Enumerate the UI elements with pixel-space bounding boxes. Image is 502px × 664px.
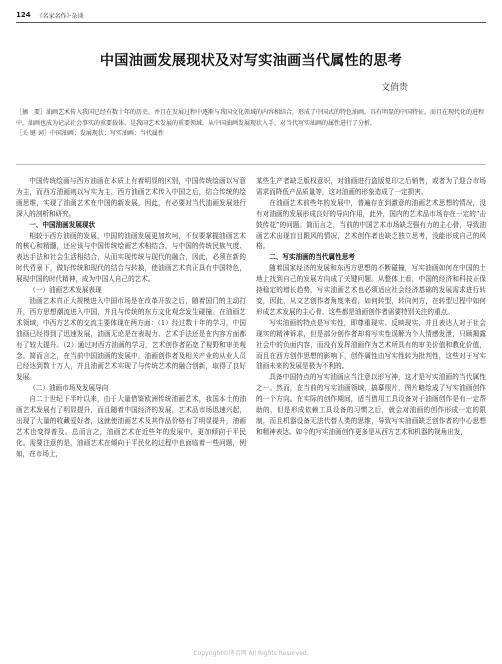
body-paragraph: 相较于西方油画的发展，中国的油画发展更加坎坷，不仅要掌握油画艺术的核心和精髓，还应该与中国传统绘画艺术相结合，与中国的传统民族气度、表达手法和社会生活相结合，从而实现传统与现代的融合，因此，必须在新的时代背景下，做好传统和现代的结合与转换，使油画艺术真正具有中国特色，展现中国的时代精神，成为中国人自己的艺术。 [16,231,246,284]
article-author: 文俏贵 [380,83,408,93]
page-number: 124 [16,11,31,19]
right-column [256,176,486,438]
left-column [16,176,246,460]
header-rule [16,22,486,23]
body-paragraph: 随着国家经济的发展和东西方思想的不断碰撞，写实油画如何在中国的土地上找到自己的发展方向成了关键问题。从整体上看，中国的经济和科技正保持稳定的增长趋势，写实油画艺术也必须适应社会经济基础的发展需求进行转变，因此，从文艺创作者角度来看，如何转型，转向何方，在转型过程中如何形成艺术发展的主心骨，这些都是油画创作者需要特别关注的重点。 [256,264,486,316]
body-paragraph: 写实油画的特点是写实性，即尊重现实、反映现实，并且表达人对于社会现实的精神诉求，但是部分创作者却将写实性误解为个人情感发泄，只顾揭露社会中的负面内容，而没有发挥油画作为艺术所具有的审美价值和教化价值，而且在西方创作思想的影响下，创作属性由写实性转为批判性，这些对于写实油画未来的发展是极为不利的。 [256,318,486,371]
keywords-text: ［关 键 词］中国油画；发展现状；写实油画；当代属性 [16,130,164,138]
body-paragraph: 自二十世纪下半叶以来，由于大量借鉴欧洲传统油画艺术，我国本土的油画艺术发展有了明显提升，而且随着中国经济的发展，艺术品市场迅速兴起，出现了大量的收藏爱好者，这就使油画艺术及其作品价格有了明显提升，油画艺术也变得普及。总而言之，油画艺术在近些年的发展中，更加倾向于平民化。需要注意的是，油画艺术在倾向于平民化的过程中也面临着一些问题，例如，在市场上， [16,395,246,458]
article-title: 中国油画发展现状及对写实油画当代属性的思考 [99,53,403,69]
body-paragraph: 中国传统绘画与西方油画在本质上有着明显的区别，中国传统绘画以写意为主，而西方油画则以写实为主，西方油画艺术传入中国之后，结合传统的绘画思维，实现了油画艺术在中国的新发展，因此，有必要对当代油画发展进行深入的剖析和研究。 [16,177,246,218]
journal-name: 《名家名作》·杂谈 [36,12,84,20]
copyright-watermark: Copyright©博看网 All Rights Reserved. [193,650,309,657]
body-paragraph: 具备中国特点的写实油画应当注意以形写神，这才是写实油画的当代属性之一。然而，在当前的写实油画领域，搞摹照片，图片略绘成了写实油画创作的一个方向。在实际的创作期间，适当借用工具设备对于油画创作是有一定帮助的，但是形成依赖工具设备的习惯之后，就会对油画的创作形成一定的限制，而且机器设备无法代替人类的思维，导致写实油画缺乏创作者的中心思想和精神表达。如今的写实油画创作更多是从西方艺术和机器的视角出发， [256,373,486,436]
body-paragraph: 某些生产者缺乏版权意识，对油画进行盗版复印之后销售，或者为了迎合市场需求而降低产品质量等，这对油画的形象造成了一定损害。 [256,177,486,196]
abstract-block [16,108,486,140]
abstract-text: ［摘 要］油画艺术传入我国已经有数十年的历史，并且在发展过程中逐渐与我国文化领域的内容相结合，形成了中国式的特色油画，具有明显的中国特征，而且在现代化的进程中，油画也成为记录社会事实的重要载体。是我国艺术发展的重要领域。从中国油画发展现状入手，对当代写实油画的属性进行了分析。 [16,109,485,127]
section-heading: 二、写实油画的当代属性思考 [269,253,355,262]
running-header [16,8,84,22]
body-paragraph: 油画艺术真正大规模进入中国市场是在改革开放之后，随着国门的主动打开，西方思想潮流进入中国，并且与传统的东方文化观念发生碰撞。在油画艺术领域，中西方艺术的交流主要体现在两方面：（1）经过数十年的学习，中国油画已经得到了迅速发展，油画无论是在表现力、艺术手法还是在内容方面都有了较大提升。（2）通过对西方油画的学习，艺术创作者拓宽了视野和审美观念。简而言之，在当前中国油画的发展中，油画创作者及相关产业的从业人员已经达到数十万人，并且油画艺术实现了与传统艺术的融合创新，取得了良好发展。 [16,296,246,382]
body-paragraph: 在油画艺术前些年的发展中，普遍存在到激意的油画艺术思想的情况，没有对油画的发展形成良好的导向作用，此外，国内的艺术品市场存在一定的“击鼓传花”的问题。简而言之，当前的中国艺术市场缺乏强有力的主心骨，导致油画艺术出现盲目跟风的情况，艺术创作者也缺乏独立思考，没能形成自己的风格。 [256,198,486,251]
subsection-heading: （一）油画艺术发展表现 [29,286,102,295]
subsection-heading: （二）油画市场及发展导向 [29,384,109,393]
abstract-separator [16,164,486,165]
section-heading: 一、中国油画发展现状 [29,220,96,229]
